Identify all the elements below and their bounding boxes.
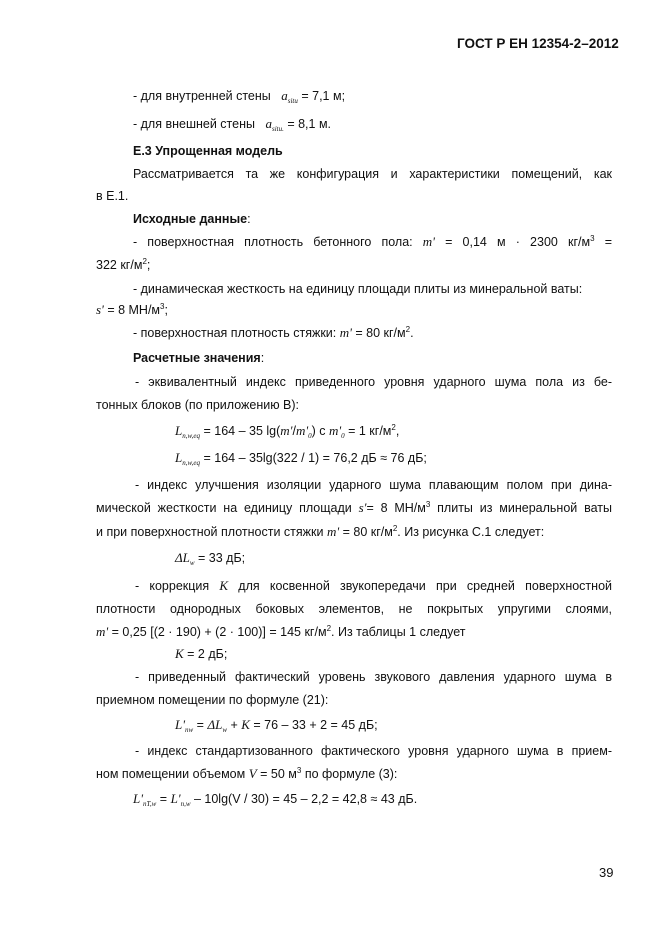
text-line: тонных блоков (по приложению В): bbox=[96, 398, 300, 412]
text-line: - для внутренней стены $a_{situ} = 7,1$ м; bbox=[133, 88, 346, 105]
text-line: Рассматривается та же конфигурация и характеристики помещений, как bbox=[133, 167, 612, 181]
text-line: - коррекция K для косвенной звукопередачи при средней поверхностной bbox=[135, 578, 612, 593]
text-line: - приведенный фактический уровень звукового давления ударного шума в bbox=[135, 670, 612, 684]
text-line: - поверхностная плотность бетонного пола: m' = 0,14 м · 2300 $кг/м^3$ = bbox=[133, 234, 612, 249]
text-line: - индекс улучшения изоляции ударного шума плавающим полом при дина- bbox=[135, 478, 612, 492]
text-line: приемном помещении по формуле (21): bbox=[96, 693, 329, 707]
formula-line: $L_{n,w,eq} = 164 - 35$ $\lg(m'/m'_0)$ с $m'_0 = 1$ $кг/м^2$, bbox=[175, 423, 400, 440]
text-line: плотности однородных боковых элементов, не покрытых упругими слоями, bbox=[96, 602, 612, 616]
text-line: 322 $кг/м^2$; bbox=[96, 257, 151, 272]
formula-line: $\Delta L_w = 33$ дБ; bbox=[175, 550, 246, 567]
subheading-line: Расчетные значения: bbox=[133, 351, 265, 365]
text-line: - поверхностная плотность стяжки: m' = 80 $кг/м^2$. bbox=[133, 325, 414, 340]
page-number: 39 bbox=[599, 865, 614, 880]
text-line: m' = 0,25 [(2 · 190) + (2 · 100)] = 145 $кг/м^2$. Из таблицы 1 следует bbox=[96, 624, 466, 639]
text-line: - для внешней стены $a_{situ.} = 8,1$ м. bbox=[133, 116, 332, 133]
formula-line: $L'_{nT,w} = L'_{n,w} - 10\lg(V / 30) = 45 - 2,2 = 42,8 \approx 43$ дБ. bbox=[133, 791, 418, 808]
text-line: - эквивалентный индекс приведенного уровня ударного шума пола из бе- bbox=[135, 375, 612, 389]
section-heading: Е.3 Упрощенная модель bbox=[133, 144, 283, 158]
formula-line: $L_{n,w,eq} = 164 - 35\lg(322 / 1) = 76,2$ дБ ≈ 76 дБ; bbox=[175, 450, 427, 467]
text-line: и при поверхностной плотности стяжки m' = 80 $кг/м^2$. Из рисунка С.1 следует: bbox=[96, 524, 545, 539]
text-line: мической жесткости на единицу площади s'= 8 $МН/м^3$ плиты из минеральной ваты bbox=[96, 500, 612, 515]
text-line: ном помещении объемом V = 50 $м^3$ по формуле (3): bbox=[96, 766, 398, 781]
text-line: в Е.1. bbox=[96, 189, 129, 203]
subheading-line: Исходные данные: bbox=[133, 212, 251, 226]
standard-header: ГОСТ Р ЕН 12354-2–2012 bbox=[457, 36, 619, 51]
formula-line: K = 2 дБ; bbox=[175, 646, 228, 661]
formula-line: $L'_{nw} = \Delta L_w + K = 76 - 33 + 2 = 45$ дБ; bbox=[175, 717, 378, 734]
text-line: s' = 8 $МН/м^3$; bbox=[96, 302, 168, 317]
text-line: - индекс стандартизованного фактического уровня ударного шума в прием- bbox=[135, 744, 612, 758]
text-line: - динамическая жесткость на единицу площади плиты из минеральной ваты: bbox=[133, 282, 583, 296]
